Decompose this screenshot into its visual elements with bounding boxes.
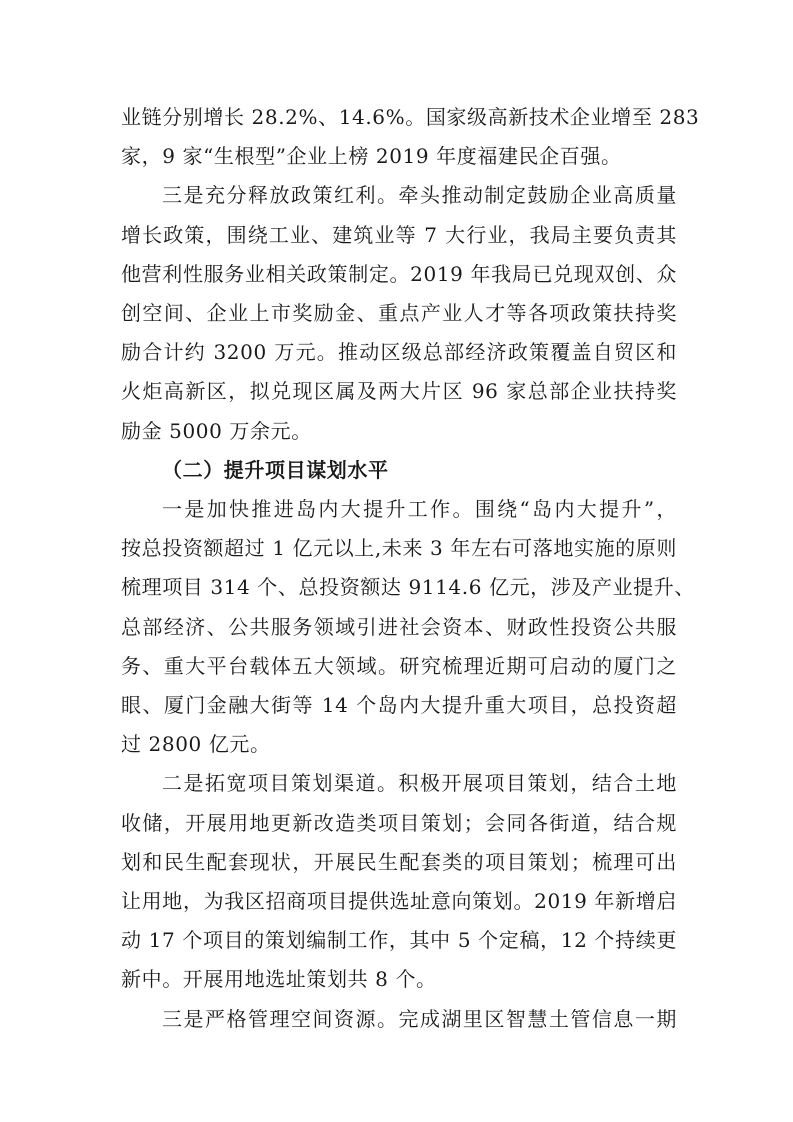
text-line: 收储，开展用地更新改造类项目策划；会同各街道，结合规	[121, 810, 677, 835]
text-line: 眼、厦门金融大街等 14 个岛内大提升重大项目，总投资超	[121, 693, 677, 718]
paragraph-island-upgrade	[121, 490, 695, 764]
text-line: 励金 5000 万余元。	[121, 418, 312, 443]
paragraph-project-planning	[121, 764, 677, 999]
text-line: 业链分别增长 28.2%、14.6%。国家级高新技术企业增至 283	[121, 105, 700, 129]
text-line: 二是拓宽项目策划渠道。积极开展项目策划，结合土地	[162, 771, 677, 796]
paragraph-policy-dividends	[121, 176, 677, 450]
text-line: 动 17 个项目的策划编制工作，其中 5 个定稿，12 个持续更	[121, 928, 677, 953]
text-line: 新中。开展用地选址策划共 8 个。	[121, 967, 437, 992]
text-line: 他营利性服务业相关政策制定。2019 年我局已兑现双创、众	[121, 261, 677, 286]
text-line: 三是充分释放政策红利。牵头推动制定鼓励企业高质量	[162, 183, 677, 208]
text-line: 创空间、企业上市奖励金、重点产业人才等各项政策扶持奖	[121, 301, 677, 326]
text-line: 划和民生配套现状，开展民生配套类的项目策划；梳理可出	[121, 849, 677, 874]
text-line: 按总投资额超过 1 亿元以上,未来 3 年左右可落地实施的原则	[121, 536, 677, 561]
document-page	[121, 98, 700, 1039]
text-line: 三是严格管理空间资源。完成湖里区智慧土管信息一期	[162, 1006, 677, 1031]
text-line: 一是加快推进岛内大提升工作。围绕“岛内大提升”，	[162, 497, 677, 522]
text-line: 励合计约 3200 万元。推动区级总部经济政策覆盖自贸区和	[121, 340, 677, 365]
text-line: 家，9 家“生根型”企业上榜 2019 年度福建民企百强。	[121, 144, 622, 169]
text-line: 务、重大平台载体五大领域。研究梳理近期可启动的厦门之	[121, 653, 677, 678]
heading-text: （二）提升项目谋划水平	[162, 457, 389, 482]
text-line: 让用地，为我区招商项目提供选址意向策划。2019 年新增启	[121, 889, 677, 914]
paragraph-space-resources	[121, 1000, 677, 1039]
text-line: 梳理项目 314 个、总投资额达 9114.6 亿元，涉及产业提升、	[121, 575, 695, 600]
paragraph-continuation	[121, 98, 700, 176]
text-line: 火炬高新区，拟兑现区属及两大片区 96 家总部企业扶持奖	[121, 379, 677, 404]
text-line: 过 2800 亿元。	[121, 732, 271, 757]
text-line: 总部经济、公共服务领域引进社会资本、财政性投资公共服	[121, 614, 677, 639]
text-line: 增长政策，围绕工业、建筑业等 7 大行业，我局主要负责其	[121, 222, 677, 247]
section-heading	[121, 451, 677, 490]
